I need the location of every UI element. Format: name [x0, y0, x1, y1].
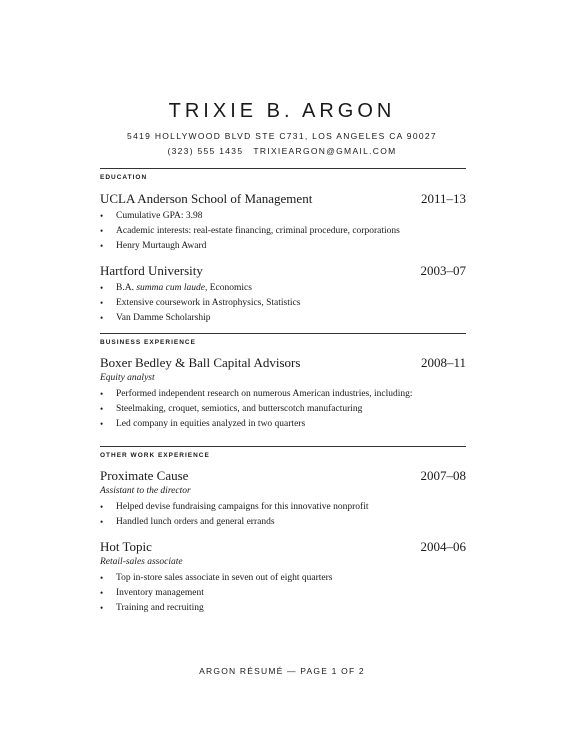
list-item: • Handled lunch orders and general errands [100, 515, 466, 530]
list-item: • Training and recruiting [100, 601, 466, 616]
resume-header [0, 98, 564, 159]
entry-dates: 2003–07 [420, 263, 466, 278]
list-item: • Henry Murtaugh Award [100, 239, 466, 254]
entry-dates: 2007–08 [420, 468, 466, 483]
bullet-icon: • [100, 211, 104, 221]
list-item: • Helped devise fundraising campaigns for this innovative nonprofit [100, 500, 466, 515]
bullet-list [100, 209, 466, 254]
section-divider [100, 333, 466, 334]
bullet-icon: • [100, 389, 104, 399]
page-footer: ARGON RÉSUMÉ — PAGE 1 OF 2 [199, 666, 365, 676]
job-role: Assistant to the director [100, 486, 191, 496]
section-title: BUSINESS EXPERIENCE [100, 339, 196, 346]
entry-organization: Hot Topic [100, 539, 152, 554]
bullet-list [100, 281, 466, 326]
bullet-icon: • [100, 404, 104, 414]
list-item: • Top in-store sales associate in seven out of eight quarters [100, 571, 466, 586]
entry-organization: Boxer Bedley & Ball Capital Advisors [100, 355, 301, 370]
bullet-icon: • [100, 313, 104, 323]
bullet-icon: • [100, 226, 104, 236]
bullet-icon: • [100, 419, 104, 429]
bullet-icon: • [100, 298, 104, 308]
section-divider [100, 168, 466, 169]
bullet-icon: • [100, 573, 104, 583]
entry-dates: 2011–13 [420, 191, 466, 206]
bullet-list [100, 571, 466, 616]
job-role: Retail-sales associate [100, 557, 183, 567]
bullet-list [100, 387, 466, 432]
address-line: 5419 HOLLYWOOD BLVD STE C731, LOS ANGELES CA 90027 [127, 131, 437, 141]
section-title: OTHER WORK EXPERIENCE [100, 452, 210, 459]
entry-organization: Hartford University [100, 263, 203, 278]
entry-organization: Proximate Cause [100, 468, 189, 483]
section-divider [100, 446, 466, 447]
list-item: • Inventory management [100, 586, 466, 601]
job-entry [100, 468, 466, 530]
list-item: • Steelmaking, croquet, semiotics, and butterscotch manufacturing [100, 402, 466, 417]
candidate-name: TRIXIE B. ARGON [168, 100, 396, 122]
bullet-list [100, 500, 466, 530]
other-work-experience-section [100, 446, 466, 616]
list-item: • Extensive coursework in Astrophysics, Statistics [100, 296, 466, 311]
business-experience-section [100, 333, 466, 432]
job-entry [100, 355, 466, 432]
entry-dates: 2004–06 [420, 539, 466, 554]
phone-email-line [0, 144, 564, 159]
section-title: EDUCATION [100, 174, 148, 181]
bullet-icon: • [100, 603, 104, 613]
bullet-icon: • [100, 283, 104, 293]
entry-dates: 2008–11 [420, 355, 466, 370]
education-entry [100, 263, 466, 326]
job-entry [100, 539, 466, 616]
education-section [100, 168, 466, 326]
bullet-icon: • [100, 517, 104, 527]
email-address: TRIXIEARGON@GMAIL.COM [253, 146, 397, 156]
list-item: • Van Damme Scholarship [100, 311, 466, 326]
entry-organization: UCLA Anderson School of Management [100, 191, 313, 206]
bullet-icon: • [100, 588, 104, 598]
list-item: • Performed independent research on numerous American industries, including: [100, 387, 466, 402]
education-entry [100, 191, 466, 254]
phone-number: (323) 555 1435 [167, 146, 244, 156]
bullet-icon: • [100, 502, 104, 512]
bullet-icon: • [100, 241, 104, 251]
list-item: • B.A. summa cum laude, Economics [100, 281, 466, 296]
job-role: Equity analyst [100, 373, 155, 383]
list-item: • Cumulative GPA: 3.98 [100, 209, 466, 224]
list-item: • Led company in equities analyzed in two quarters [100, 417, 466, 432]
list-item: • Academic interests: real-estate financing, criminal procedure, corporations [100, 224, 466, 239]
